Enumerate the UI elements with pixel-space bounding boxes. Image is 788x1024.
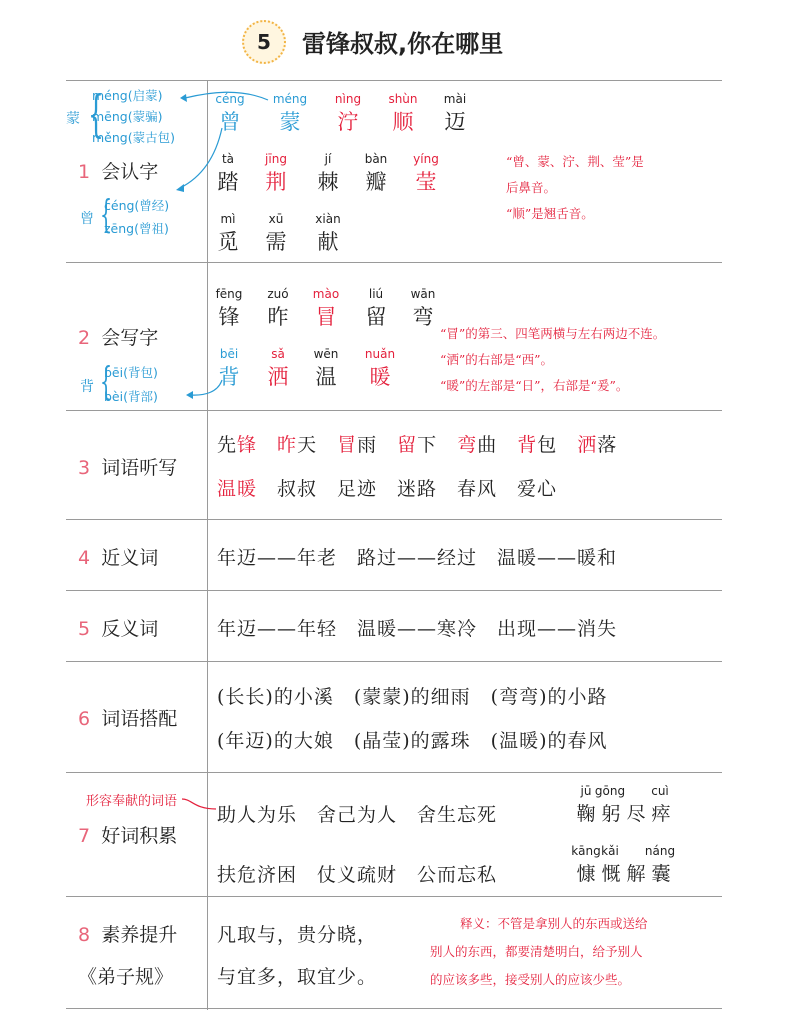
polyphone-char: 曾 — [80, 211, 94, 227]
hanzi: 冒 — [315, 305, 337, 329]
pinyin-label: tà — [221, 152, 235, 166]
hanzi: 尽 — [626, 803, 646, 825]
collocation-line: (年迈)的大娘 (晶莹)的露珠 (温暖)的春风 — [217, 730, 608, 752]
polyphone-char: 背 — [80, 379, 94, 395]
word-part — [377, 434, 397, 456]
hanzi: 觅 — [217, 230, 239, 254]
word-part: 冒 — [337, 434, 358, 456]
hanzi: 昨 — [267, 305, 289, 329]
hanzi: 献 — [317, 230, 339, 254]
section-label-6: 6 词语搭配 — [78, 708, 178, 730]
pinyin-label: kāng — [571, 844, 601, 858]
hanzi: 慨 — [601, 863, 621, 885]
write-grid — [0, 0, 788, 410]
hanzi: 瓣 — [365, 170, 387, 194]
pronunciation-note: 后鼻音。 — [506, 180, 557, 195]
brace-icon: { — [100, 359, 113, 403]
word-part: 温暖 — [217, 478, 258, 500]
lesson-number: 5 — [257, 30, 271, 54]
classic-text-line: 与宜多，取宜少。 — [217, 966, 378, 988]
hanzi: 锋 — [218, 305, 240, 329]
section-label-1: 1 会认字 — [78, 161, 159, 183]
pinyin-label: xū — [268, 212, 284, 226]
hanzi: 洒 — [267, 365, 289, 389]
section-label-5: 5 反义词 — [78, 618, 159, 640]
explanation-note: 释义：不管是拿别人的东西或送给 — [460, 916, 648, 931]
word-part: 背 — [517, 434, 538, 456]
pinyin-label: céng — [215, 92, 245, 106]
polyphone-reading: bèi(背部) — [104, 389, 158, 404]
hanzi: 踏 — [217, 170, 239, 194]
hanzi: 瘁 — [651, 803, 671, 825]
hanzi: 留 — [365, 305, 387, 329]
polyphone-reading: zēng(曾祖) — [104, 221, 169, 236]
hanzi: 迈 — [444, 110, 466, 134]
brace-icon: { — [87, 85, 104, 143]
word-part: 落 — [597, 434, 618, 456]
explanation-note: 的应该多些，接受别人的应该少些。 — [430, 972, 631, 987]
divider — [66, 590, 722, 591]
word-part: 弯 — [457, 434, 478, 456]
polyphone-char: 蒙 — [66, 111, 80, 127]
section-label-8: 8 素养提升 — [78, 924, 178, 946]
polyphone-reading: bēi(背包) — [104, 365, 158, 380]
hanzi: 躬 — [601, 803, 621, 825]
brace-icon: { — [100, 192, 113, 236]
pinyin-label: zuó — [267, 287, 289, 301]
pinyin-label: jū — [580, 784, 592, 798]
idiom-2 — [568, 844, 688, 888]
word-part: 洒 — [577, 434, 598, 456]
word-part — [557, 434, 577, 456]
word-part: 下 — [417, 434, 438, 456]
dictation-line-1 — [217, 430, 617, 457]
pronunciation-note: “顺”是翘舌音。 — [506, 206, 594, 221]
section-label-2: 2 会写字 — [78, 327, 159, 349]
stroke-note: “洒”的右部是“西”。 — [440, 352, 554, 367]
section-label-4: 4 近义词 — [78, 547, 159, 569]
hanzi: 泞 — [337, 110, 359, 134]
pinyin-label: jīng — [265, 152, 287, 166]
hanzi: 棘 — [317, 170, 339, 194]
side-note-arrow — [180, 795, 220, 815]
hanzi: 莹 — [415, 170, 437, 194]
word-part: 雨 — [357, 434, 378, 456]
polyphone-reading: měng(蒙古包) — [92, 130, 175, 145]
word-part: 包 — [537, 434, 558, 456]
good-words-line-1: 助人为乐 舍己为人 舍生忘死 — [217, 804, 498, 826]
pinyin-label: nuǎn — [364, 347, 396, 361]
divider — [66, 519, 722, 520]
word-part: 留 — [397, 434, 418, 456]
polyphone-reading: méng(启蒙) — [92, 88, 163, 103]
polyphone-reading: céng(曾经) — [104, 198, 170, 213]
hanzi: 囊 — [651, 863, 671, 885]
section-label-7: 7 好词积累 — [78, 825, 178, 847]
page-title: 雷锋叔叔,你在哪里 — [302, 30, 504, 58]
polyphone-reading: mēng(蒙骗) — [92, 109, 163, 124]
pinyin-label: shùn — [388, 92, 418, 106]
pinyin-label: wān — [410, 287, 436, 301]
pinyin-label: bàn — [364, 152, 388, 166]
pinyin-label: nìng — [334, 92, 362, 106]
hanzi: 荆 — [265, 170, 287, 194]
idiom-1 — [568, 784, 688, 828]
hanzi: 慷 — [576, 863, 596, 885]
good-words-line-2: 扶危济困 仗义疏财 公而忘私 — [217, 864, 498, 886]
divider — [66, 661, 722, 662]
hanzi: 曾 — [219, 110, 241, 134]
word-part — [437, 434, 457, 456]
pinyin-label: bēi — [219, 347, 239, 361]
pronunciation-note: “曾、蒙、泞、荆、莹”是 — [506, 154, 644, 169]
pinyin-label: xiàn — [315, 212, 341, 226]
word-part — [497, 434, 517, 456]
word-part: 叔叔 足迹 迷路 春风 爱心 — [257, 478, 558, 500]
explanation-note: 别人的东西，都要清楚明白，给予别人 — [430, 944, 643, 959]
hanzi: 温 — [315, 365, 337, 389]
word-part: 先 — [217, 434, 238, 456]
stroke-note: “暖”的左部是“日”，右部是“爰”。 — [440, 378, 629, 393]
stroke-note: “冒”的第三、四笔两横与左右两边不连。 — [440, 326, 666, 341]
pinyin-label: gōng — [594, 784, 626, 798]
hanzi: 暖 — [369, 365, 391, 389]
section-sublabel: 《弟子规》 — [78, 966, 174, 988]
hanzi: 顺 — [392, 110, 414, 134]
pinyin-label: yíng — [413, 152, 439, 166]
word-part — [257, 434, 277, 456]
word-part: 昨 — [277, 434, 298, 456]
word-part — [317, 434, 337, 456]
hanzi: 蒙 — [279, 110, 301, 134]
pinyin-label: jí — [324, 152, 332, 166]
classic-text-line: 凡取与，贵分晓， — [217, 924, 378, 946]
pinyin-label: méng — [272, 92, 308, 106]
pinyin-label: liú — [368, 287, 384, 301]
side-note: 形容奉献的词语 — [86, 794, 178, 809]
hanzi: 弯 — [412, 305, 434, 329]
pinyin-label: sǎ — [271, 347, 285, 361]
pinyin-label: náng — [644, 844, 676, 858]
pinyin-label: mào — [312, 287, 340, 301]
dictation-line-2 — [217, 474, 557, 501]
pinyin-label: cuì — [651, 784, 669, 798]
synonyms-line: 年迈——年老 路过——经过 温暖——暖和 — [217, 547, 618, 569]
pinyin-label: kǎi — [601, 844, 619, 858]
divider — [66, 1008, 722, 1009]
divider — [66, 896, 722, 897]
pinyin-label: mài — [443, 92, 467, 106]
section-label-3: 3 词语听写 — [78, 457, 178, 479]
hanzi: 需 — [265, 230, 287, 254]
word-part: 曲 — [477, 434, 498, 456]
antonyms-line: 年迈——年轻 温暖——寒冷 出现——消失 — [217, 618, 618, 640]
hanzi: 鞠 — [576, 803, 596, 825]
pinyin-label: mì — [220, 212, 236, 226]
word-part: 锋 — [237, 434, 258, 456]
hanzi: 背 — [218, 365, 240, 389]
hanzi: 解 — [626, 863, 646, 885]
collocation-line: (长长)的小溪 (蒙蒙)的细雨 (弯弯)的小路 — [217, 686, 608, 708]
pinyin-label: fēng — [215, 287, 243, 301]
divider — [66, 772, 722, 773]
pinyin-label: wēn — [313, 347, 339, 361]
word-part: 天 — [297, 434, 318, 456]
